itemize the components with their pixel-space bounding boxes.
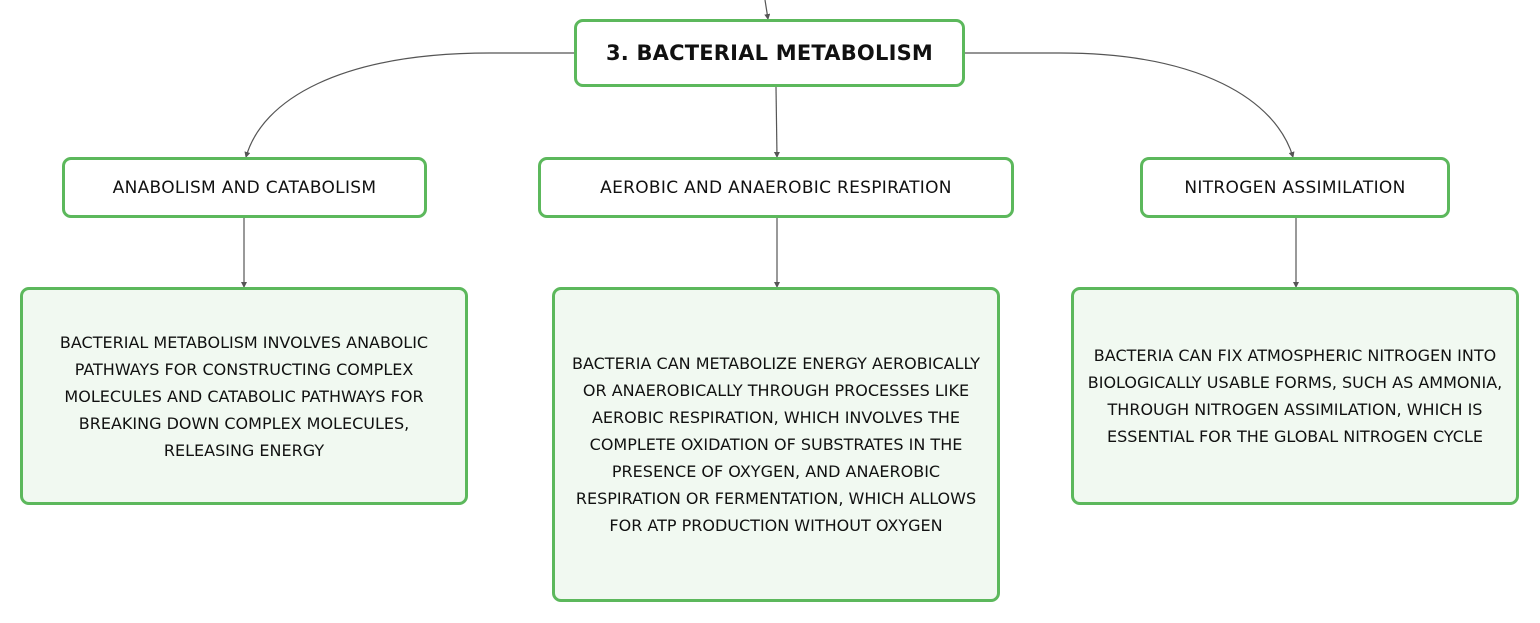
detail-node-anabolism-catabolism[interactable]: BACTERIAL METABOLISM INVOLVES ANABOLIC PATHWAYS FOR CONSTRUCTING COMPLEX MOLECULES AND CATABOLIC PATHWAYS FOR BREAKING DOWN COMPLEX MOLECULES, RELEASING ENERGY — [20, 287, 468, 505]
incoming-parent-connector — [765, 0, 768, 19]
topic-node-nitrogen-assimilation[interactable]: NITROGEN ASSIMILATION — [1140, 157, 1450, 218]
connector-root-to-anabolism — [246, 53, 574, 157]
detail-node-nitrogen-assimilation[interactable]: BACTERIA CAN FIX ATMOSPHERIC NITROGEN INTO BIOLOGICALLY USABLE FORMS, SUCH AS AMMONIA, THROUGH NITROGEN ASSIMILATION, WHICH IS ESSENTIAL FOR THE GLOBAL NITROGEN CYCLE — [1071, 287, 1519, 505]
connector-root-to-respiration — [776, 87, 777, 157]
detail-node-aerobic-anaerobic-respiration[interactable]: BACTERIA CAN METABOLIZE ENERGY AEROBICALLY OR ANAEROBICALLY THROUGH PROCESSES LIKE AEROBIC RESPIRATION, WHICH INVOLVES THE COMPLETE OXIDATION OF SUBSTRATES IN THE PRESENCE OF OXYGEN, AND ANAEROBIC RESPIRATION OR FERMENTATION, WHICH ALLOWS FOR ATP PRODUCTION WITHOUT OXYGEN — [552, 287, 1000, 602]
connector-root-to-nitrogen — [965, 53, 1293, 157]
root-node-title[interactable]: 3. BACTERIAL METABOLISM — [574, 19, 965, 87]
topic-node-anabolism-catabolism[interactable]: ANABOLISM AND CATABOLISM — [62, 157, 427, 218]
topic-node-aerobic-anaerobic-respiration[interactable]: AEROBIC AND ANAEROBIC RESPIRATION — [538, 157, 1014, 218]
